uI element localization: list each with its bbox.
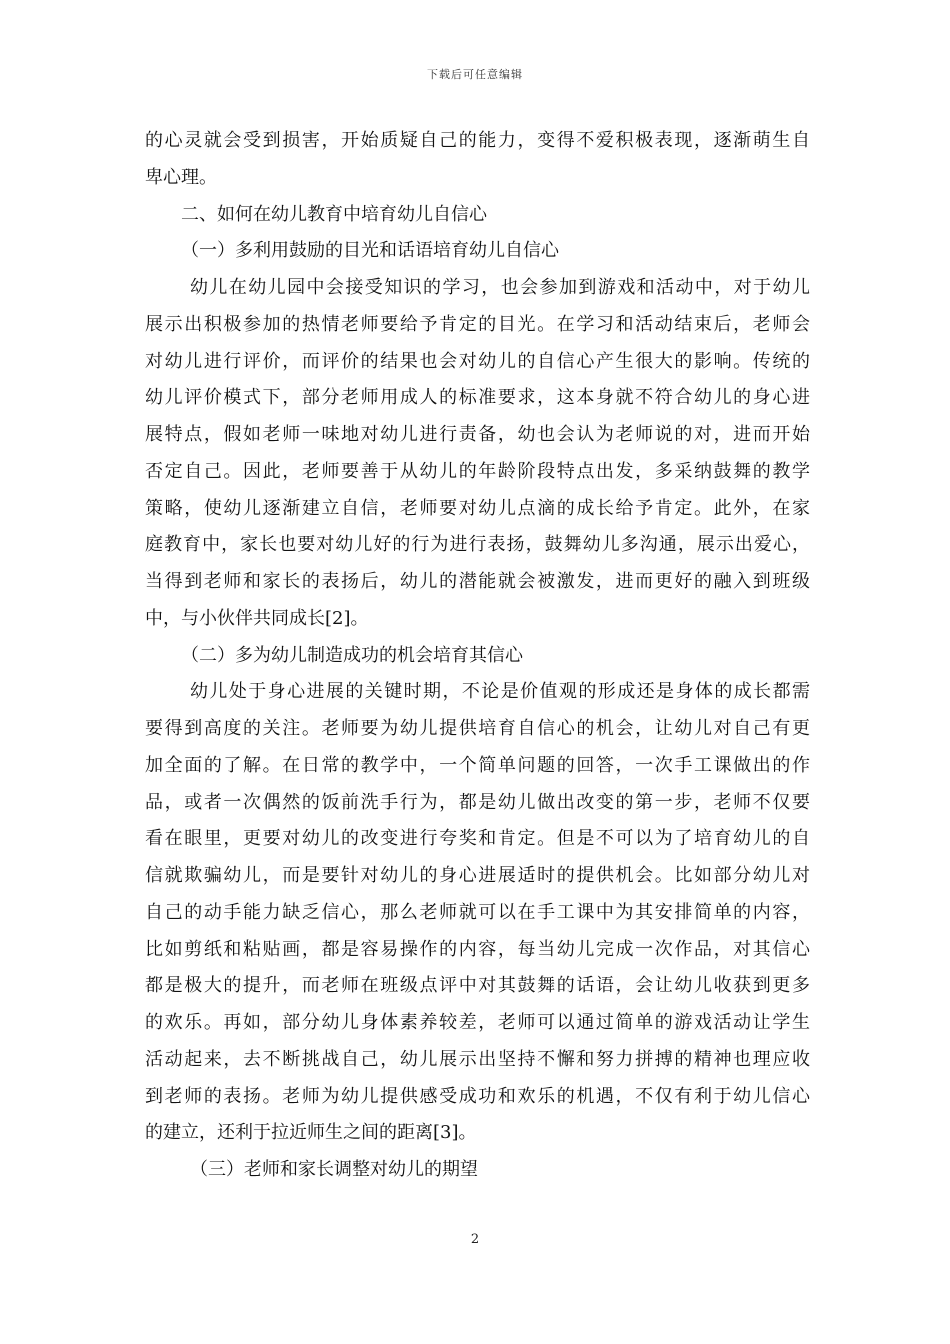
section-heading: 二、如何在幼儿教育中培育幼儿自信心 [181,203,487,225]
paragraph-line: 品，或者一次偶然的饭前洗手行为，都是幼儿做出改变的第一步，老师不仅要 [145,791,810,813]
paragraph-line: 要得到高度的关注。老师要为幼儿提供培育自信心的机会，让幼儿对自己有更 [145,718,810,739]
subsection-heading: （二）多为幼儿制造成功的机会培育其信心 [181,644,523,666]
paragraph-line: 的心灵就会受到损害，开始质疑自己的能力，变得不爱积极表现，逐渐萌生自 [145,130,810,151]
document-body [145,123,810,1189]
paragraph-line: 幼儿处于身心进展的关键时期，不论是价值观的形成还是身体的成长都需 [190,681,810,703]
paragraph-line: 否定自己。因此，老师要善于从幼儿的年龄阶段特点出发，多采纳鼓舞的教学 [145,460,810,482]
page-header: 下载后可任意编辑 [427,68,523,81]
paragraph-line: 的建立，还利于拉近师生之间的距离[3]。 [145,1122,477,1144]
paragraph-line: 展特点，假如老师一味地对幼儿进行责备，幼也会认为老师说的对，进而开始 [145,424,810,445]
paragraph-line: 幼儿在幼儿园中会接受知识的学习，也会参加到游戏和活动中，对于幼儿 [190,277,810,298]
paragraph-line: 活动起来，去不断挑战自己，幼儿展示出坚持不懈和努力拼搏的精神也理应收 [145,1048,810,1070]
paragraph-line: 展示出积极参加的热情老师要给予肯定的目光。在学习和活动结束后，老师会 [145,313,810,335]
paragraph-line: 加全面的了解。在日常的教学中，一个简单问题的回答，一次手工课做出的作 [145,754,810,776]
paragraph-line: 自己的动手能力缺乏信心，那么老师就可以在手工课中为其安排简单的内容， [145,901,810,923]
paragraph-line: 的欢乐。再如，部分幼儿身体素养较差，老师可以通过简单的游戏活动让学生 [145,1012,810,1033]
paragraph-line: 对幼儿进行评价，而评价的结果也会对幼儿的自信心产生很大的影响。传统的 [145,350,810,372]
paragraph-line: 看在眼里，更要对幼儿的改变进行夸奖和肯定。但是不可以为了培育幼儿的自 [145,828,810,850]
paragraph-line: 幼儿评价模式下，部分老师用成人的标准要求，这本身就不符合幼儿的身心进 [145,387,810,409]
paragraph-line: 到老师的表扬。老师为幼儿提供感受成功和欢乐的机遇，不仅有利于幼儿信心 [145,1085,810,1107]
subsection-heading: （一）多利用鼓励的目光和话语培育幼儿自信心 [181,240,559,262]
paragraph-line: 信就欺骗幼儿，而是要针对幼儿的身心进展适时的提供机会。比如部分幼儿对 [145,865,810,886]
paragraph-line: 庭教育中，家长也要对幼儿好的行为进行表扬，鼓舞幼儿多沟通，展示出爱心， [145,534,810,556]
paragraph-line: 都是极大的提升，而老师在班级点评中对其鼓舞的话语，会让幼儿收获到更多 [145,975,810,997]
paragraph-line: 当得到老师和家长的表扬后，幼儿的潜能就会被激发，进而更好的融入到班级 [145,571,810,592]
subsection-heading: （三）老师和家长调整对幼儿的期望 [190,1159,478,1180]
paragraph-line: 策略，使幼儿逐渐建立自信，老师要对幼儿点滴的成长给予肯定。此外，在家 [145,497,810,519]
paragraph-line: 比如剪纸和粘贴画，都是容易操作的内容，每当幼儿完成一次作品，对其信心 [145,938,810,960]
paragraph-line: 中，与小伙伴共同成长[2]。 [145,607,369,629]
page-number: 2 [470,1232,480,1247]
paragraph-line: 卑心理。 [145,166,217,188]
